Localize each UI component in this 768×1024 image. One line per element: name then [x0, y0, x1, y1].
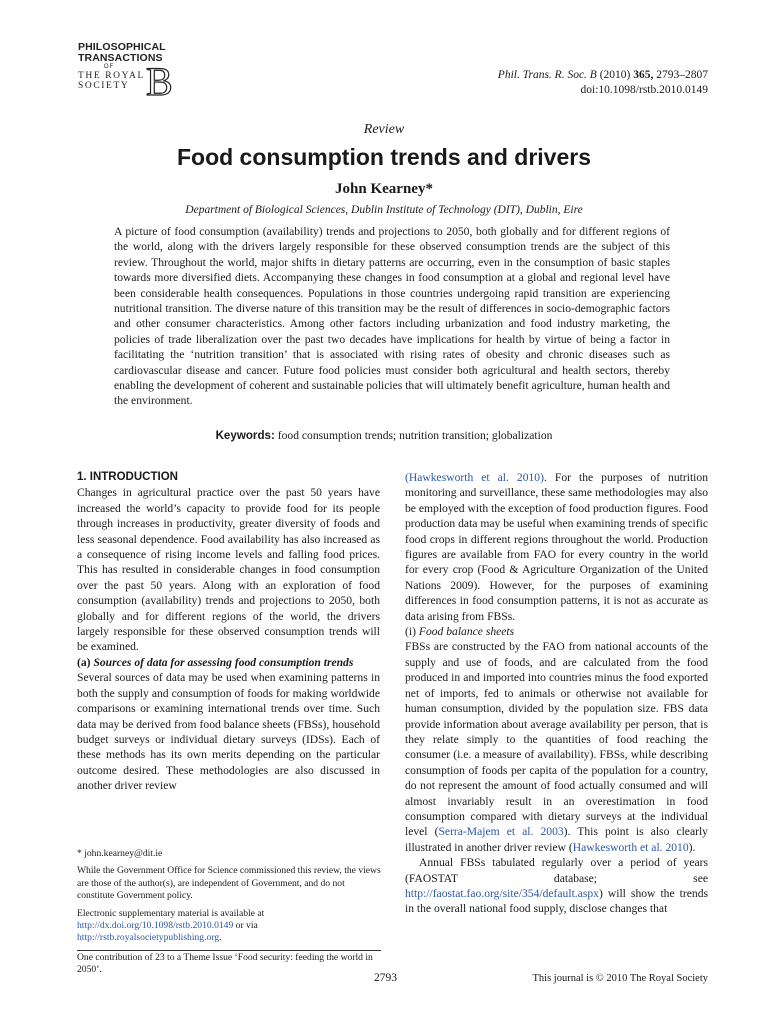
reference-link[interactable]: Serra-Majem et al. 2003	[438, 825, 564, 839]
article-type: Review	[363, 122, 405, 137]
section-heading-introduction: 1. INTRODUCTION	[77, 471, 178, 483]
subsection-a-title: Sources of data for assessing food consumption trends	[93, 655, 354, 669]
esm-text-1: Electronic supplementary material is available at	[77, 907, 265, 919]
logo-line-3: OF	[103, 64, 115, 70]
publication-year: (2010)	[599, 69, 631, 81]
page-range: 2793–2807	[656, 69, 708, 81]
annual-text-2: ) will show the trends in the overall national food supply, disclose changes that	[405, 886, 708, 916]
subsection-a-label: (a)	[77, 655, 91, 669]
continued-paragraph	[405, 470, 708, 624]
copyright-notice: This journal is © 2010 The Royal Society	[532, 973, 708, 984]
esm-site-link[interactable]: http://rstb.royalsocietypublishing.org	[77, 932, 220, 944]
abstract: A picture of food consumption (availability) trends and projections to 2050, both globally and for different regions of the world, along with the drivers largely responsible for these observed consumption trends are the subject of this review. Throughout the world, major shifts in dietary patterns are occurring, even in the consumption of basic staples towards more diversified diets. Accompanying these changes in food consumption at a global and regional level have been considerable health consequences. Populations in those countries undergoing rapid transition are experiencing nutritional transition. The diverse nature of this transition may be the result of differences in socio-demographic factors and other consumer characteristics. Among other factors including urbanization and food industry marketing, the policies of trade liberalization over the past two decades have implications for health by virtue of being a factor in facilitating the ‘nutrition transition’ that is associated with rising rates of obesity and chronic diseases such as cardiovascular disease and cancer. Future food policies must consider both agricultural and health sectors, thereby enabling the development of coherent and sustainable policies that will ultimately benefit agriculture, human health and the environment.	[114, 225, 670, 408]
footnotes	[77, 848, 381, 982]
keywords	[0, 429, 768, 442]
introduction-paragraph: Changes in agricultural practice over the past 50 years have increased the world’s capacity to provide food for its people through increases in productivity, greater diversity of foods and less seasonal dependence. Food availability has also increased as a consequence of rising income levels and falling food prices. This has resulted in considerable changes in food consumption over the past 50 years. Along with an exploration of food consumption (availability) trends and projections to 2050, both globally and for different regions of the world, the drivers largely responsible for these observed consumption trends will be examined.	[77, 486, 380, 654]
fbs-text-1: FBSs are constructed by the FAO from national accounts of the supply and use of foods, and are calculated from the food produced in and imported into countries minus the food exported net of imports, fed to animals or otherwise not available for human consumption, divided by the population size. FBS data provide information about average availability per person, that is they relate simply to the quantities of food reaching the consumer (i.e. a measure of availability). FBSs, while describing consumption of foods per capita of the population for a country, do not represent the amount of food actually consumed and will almost invariably result in an overestimation in food consumption compared with dietary surveys at the individual level (	[405, 640, 708, 839]
logo-line-5: SOCIETY	[78, 81, 130, 91]
keywords-label: Keywords:	[215, 429, 275, 442]
esm-doi-link[interactable]: http://dx.doi.org/10.1098/rstb.2010.0149	[77, 920, 234, 932]
right-column	[405, 470, 708, 917]
logo-line-2: TRANSACTIONS	[78, 52, 163, 64]
esm-text-2: or via	[233, 920, 258, 932]
annual-fbs-paragraph	[405, 855, 708, 917]
logo-line-1: PHILOSOPHICAL	[78, 41, 166, 53]
esm-text-3: .	[219, 932, 222, 944]
subsection-i-title: Food balance sheets	[418, 625, 515, 639]
fbs-text-2: ). This point is also clearly illustrated in another driver review (	[405, 825, 708, 854]
journal-logo	[78, 42, 178, 98]
contribution-note: One contribution of 23 to a Theme Issue ‘Food security: feeding the world in 2050’.	[77, 950, 381, 977]
journal-name: Phil. Trans. R. Soc. B	[497, 69, 597, 81]
reference-link[interactable]: (Hawkesworth et al. 2010)	[405, 471, 544, 484]
keywords-list: food consumption trends; nutrition transition; globalization	[277, 429, 553, 442]
volume: 365,	[633, 69, 654, 81]
citation-block	[498, 68, 708, 98]
author-email[interactable]: * john.kearney@dit.ie	[77, 848, 163, 859]
continued-text: . For the purposes of nutrition monitoring and surveillance, these same methodologies may also be employed with the exception of food production figures. Food production data may be useful when examining trends of specific food crops in different regions throughout the world. Production figures are available from FAO for every country in the world for every crop (Food & Agriculture Organization of the United Nations 2009). However, for the purposes of examining differences in food consumption patterns, it is not as accurate as data arising from FBSs.	[405, 471, 708, 623]
page-number: 2793	[374, 972, 397, 984]
author-name: John Kearney*	[335, 181, 433, 197]
left-column	[77, 470, 380, 794]
citation-line	[498, 68, 708, 83]
author-affiliation: Department of Biological Sciences, Dublin Institute of Technology (DIT), Dublin, Eire	[185, 204, 583, 216]
disclaimer-note: While the Government Office for Science commissioned this review, the views are those of the author(s), are independent of Government, and do not constitute Government policy.	[77, 865, 381, 902]
annual-text-1: Annual FBSs tabulated regularly over a period of years (FAOSTAT database; see	[405, 856, 708, 885]
faostat-link[interactable]: http://faostat.fao.org/site/354/default.aspx	[405, 886, 599, 900]
fbs-text-3: ).	[688, 840, 696, 854]
logo-b-icon	[144, 62, 176, 98]
logo-line-4: THE ROYAL	[78, 71, 145, 81]
doi[interactable]: doi:10.1098/rstb.2010.0149	[580, 84, 708, 96]
subsection-i-label: (i)	[405, 625, 416, 639]
reference-link[interactable]: Hawkesworth et al. 2010	[572, 840, 689, 854]
esm-note	[77, 908, 381, 945]
subsection-heading-a	[77, 655, 380, 670]
sources-paragraph: Several sources of data may be used when examining patterns in both the supply and consumption of foods for making worldwide comparisons or examining international trends over time. Such data may be derived from food balance sheets (FBSs), household budget surveys or individual dietary surveys (IDSs). Each of these methods has its own merits depending on the particular outcome desired. These methodologies are also discussed in another driver review	[77, 671, 380, 793]
article-title: Food consumption trends and drivers	[176, 144, 592, 170]
fbs-paragraph	[405, 639, 708, 855]
subsection-heading-i	[405, 624, 708, 639]
logo-letter: B	[146, 62, 173, 98]
